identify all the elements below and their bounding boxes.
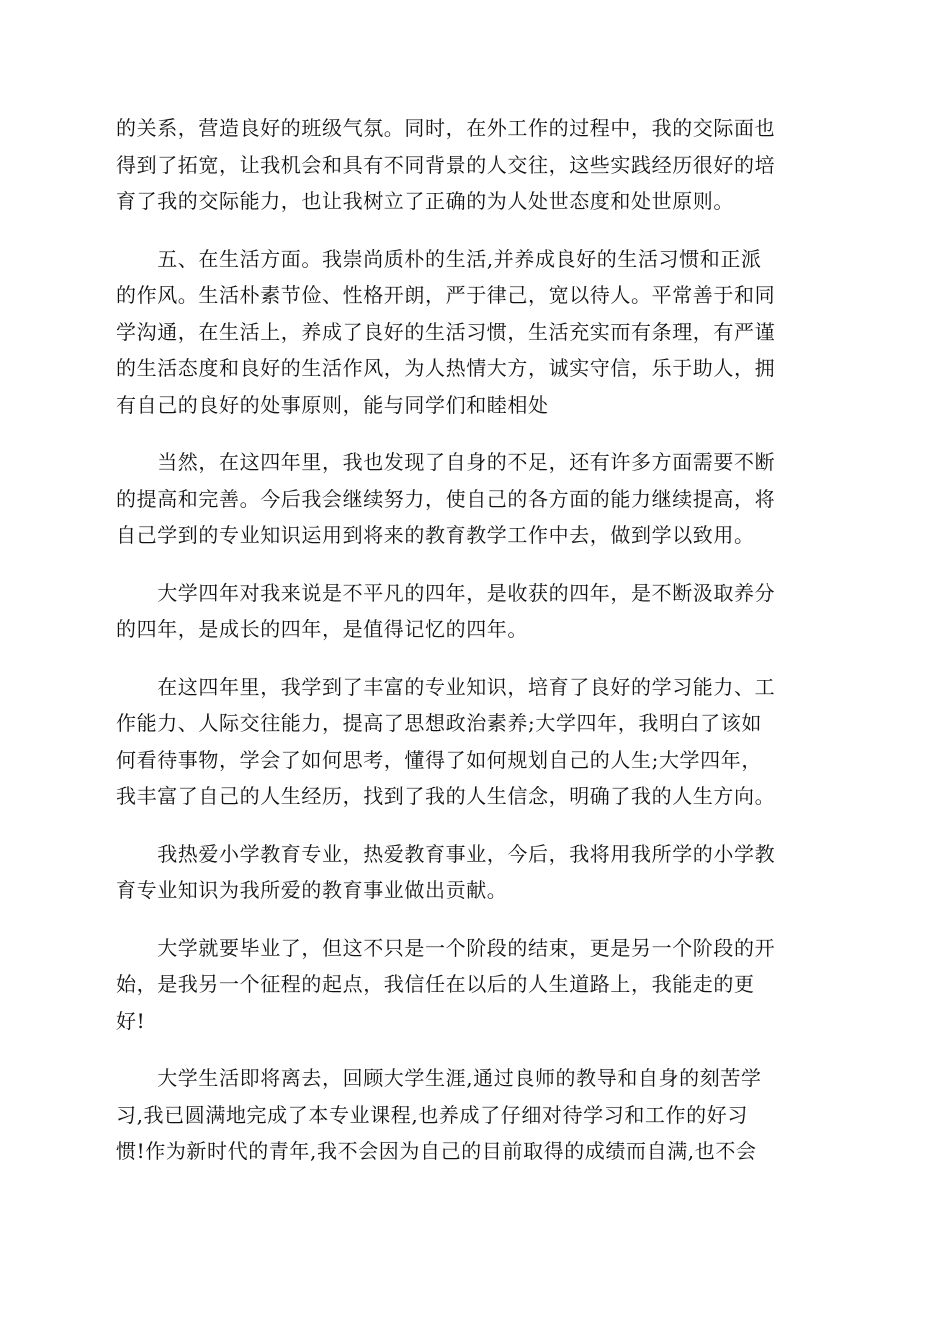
text-line: 五、在生活方面。我崇尚质朴的生活,并养成良好的生活习惯和正派 bbox=[116, 246, 762, 271]
paragraph-5 bbox=[116, 669, 832, 815]
text-line: 自己学到的专业知识运用到将来的教育教学工作中去，做到学以致用。 bbox=[116, 523, 755, 547]
text-line: 我丰富了自己的人生经历，找到了我的人生信念，明确了我的人生方向。 bbox=[116, 784, 776, 808]
text-line: 得到了拓宽，让我机会和具有不同背景的人交往，这些实践经历很好的培 bbox=[116, 152, 776, 177]
text-line: 的关系，营造良好的班级气氛。同时，在外工作的过程中，我的交际面也 bbox=[116, 116, 776, 140]
text-line: 我热爱小学教育专业，热爱教育事业，今后，我将用我所学的小学教 bbox=[116, 841, 776, 866]
text-line: 好! bbox=[116, 1008, 146, 1033]
text-line: 当然，在这四年里，我也发现了自身的不足，还有许多方面需要不断 bbox=[116, 450, 776, 474]
text-line: 作能力、人际交往能力，提高了思想政治素养;大学四年，我明白了该如 bbox=[116, 711, 762, 735]
paragraph-2 bbox=[116, 241, 832, 424]
text-line: 的作风。生活朴素节俭、性格开朗，严于律己，宽以待人。平常善于和同 bbox=[116, 283, 776, 307]
text-line: 大学就要毕业了，但这不只是一个阶段的结束，更是另一个阶段的开 bbox=[116, 935, 776, 960]
text-line: 大学生活即将离去，回顾大学生涯,通过良师的教导和自身的刻苦学 bbox=[116, 1066, 762, 1090]
text-line: 大学四年对我来说是不平凡的四年，是收获的四年，是不断汲取养分 bbox=[116, 580, 776, 605]
paragraph-3 bbox=[116, 444, 832, 554]
text-line: 育了我的交际能力，也让我树立了正确的为人处世态度和处世原则。 bbox=[116, 189, 734, 213]
text-line: 惯!作为新时代的青年,我不会因为自己的目前取得的成绩而自满,也不会 bbox=[116, 1139, 757, 1163]
text-line: 学沟通，在生活上，养成了良好的生活习惯，生活充实而有条理，有严谨 bbox=[116, 319, 776, 344]
paragraph-7 bbox=[116, 930, 832, 1040]
paragraph-4 bbox=[116, 575, 832, 648]
text-line: 的提高和完善。今后我会继续努力，使自己的各方面的能力继续提高，将 bbox=[116, 486, 776, 511]
text-line: 何看待事物，学会了如何思考，懂得了如何规划自己的人生;大学四年， bbox=[116, 747, 762, 772]
document-body bbox=[116, 110, 832, 1191]
paragraph-8 bbox=[116, 1060, 832, 1170]
text-line: 习,我已圆满地完成了本专业课程,也养成了仔细对待学习和工作的好习 bbox=[116, 1102, 748, 1127]
text-line: 的生活态度和良好的生活作风，为人热情大方，诚实守信，乐于助人，拥 bbox=[116, 356, 776, 380]
text-line: 有自己的良好的处事原则，能与同学们和睦相处 bbox=[116, 392, 549, 417]
text-line: 育专业知识为我所爱的教育事业做出贡献。 bbox=[116, 878, 508, 902]
text-line: 的四年，是成长的四年，是值得记忆的四年。 bbox=[116, 617, 528, 641]
text-line: 在这四年里，我学到了丰富的专业知识，培育了良好的学习能力、工 bbox=[116, 674, 776, 699]
paragraph-1 bbox=[116, 110, 832, 220]
text-line: 始，是我另一个征程的起点，我信任在以后的人生道路上，我能走的更 bbox=[116, 972, 755, 996]
paragraph-6 bbox=[116, 836, 832, 909]
